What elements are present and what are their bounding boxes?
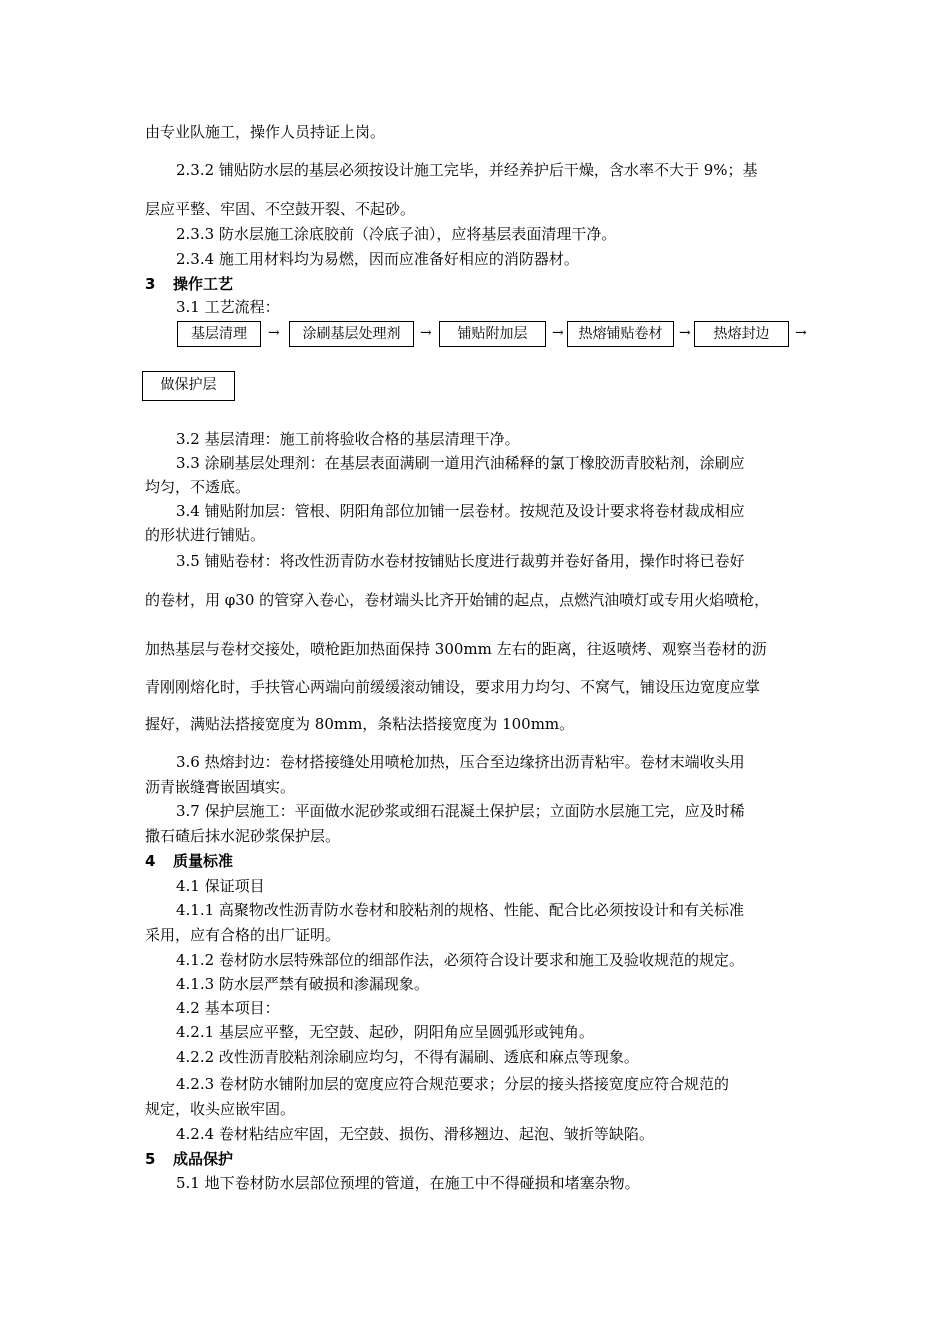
clause-2-3-3: 2.3.3 防水层施工涂底胶前（冷底子油），应将基层表面清理干净。 xyxy=(176,225,617,243)
section-title: 操作工艺 xyxy=(173,275,234,293)
flow-step-primer: 涂刷基层处理剂 xyxy=(289,321,414,347)
clause-4-1-3: 4.1.3 防水层严禁有破损和渗漏现象。 xyxy=(176,975,429,993)
clause-3-6: 3.6 热熔封边：卷材搭接缝处用喷枪加热，压合至边缘挤出沥青粘牢。卷材末端收头用 xyxy=(176,753,745,771)
clause-4-2-3: 4.2.3 卷材防水铺附加层的宽度应符合规范要求；分层的接头搭接宽度应符合规范的 xyxy=(176,1075,729,1093)
clause-4-2-1: 4.2.1 基层应平整，无空鼓、起砂，阴阳角应呈圆弧形或钝角。 xyxy=(176,1023,594,1041)
flow-arrow-icon: → xyxy=(420,325,432,341)
clause-3-5-cont: 握好，满贴法搭接宽度为 80mm，条粘法搭接宽度为 100mm。 xyxy=(145,715,575,733)
clause-3-2: 3.2 基层清理：施工前将验收合格的基层清理干净。 xyxy=(176,430,520,448)
clause-5-1: 5.1 地下卷材防水层部位预埋的管道，在施工中不得碰损和堵塞杂物。 xyxy=(176,1174,640,1192)
clause-3-5-cont: 加热基层与卷材交接处，喷枪距加热面保持 300mm 左右的距离，往返喷烤、观察当卷材的沥 xyxy=(145,640,767,658)
clause-4-2-2: 4.2.2 改性沥青胶粘剂涂刷应均匀，不得有漏刷、透底和麻点等现象。 xyxy=(176,1048,639,1066)
flow-arrow-icon: → xyxy=(679,325,691,341)
section-number: 5 xyxy=(145,1150,156,1168)
section-title: 质量标准 xyxy=(173,852,234,870)
paragraph-line: 由专业队施工，操作人员持证上岗。 xyxy=(145,123,386,141)
clause-3-5: 3.5 铺贴卷材：将改性沥青防水卷材按铺贴长度进行裁剪并卷好备用，操作时将已卷好 xyxy=(176,552,745,570)
section-heading-3 xyxy=(145,274,233,294)
flow-arrow-icon: → xyxy=(795,325,807,341)
clause-4-2-4: 4.2.4 卷材粘结应牢固，无空鼓、损伤、滑移翘边、起泡、皱折等缺陷。 xyxy=(176,1125,654,1143)
clause-3-6-cont: 沥青嵌缝膏嵌固填实。 xyxy=(145,778,296,796)
clause-3-5-cont: 青刚刚熔化时，手扶管心两端向前缓缓滚动铺设，要求用力均匀、不窝气，铺设压边宽度应掌 xyxy=(145,678,761,696)
clause-3-3: 3.3 涂刷基层处理剂：在基层表面满刷一道用汽油稀释的氯丁橡胶沥青胶粘剂，涂刷应 xyxy=(176,454,745,472)
clause-3-1: 3.1 工艺流程： xyxy=(176,298,280,316)
clause-2-3-2: 2.3.2 铺贴防水层的基层必须按设计施工完毕，并经养护后干燥，含水率不大于 9%；基 xyxy=(176,161,758,179)
flow-arrow-icon: → xyxy=(268,325,280,341)
clause-3-7-cont: 撒石碴后抹水泥砂浆保护层。 xyxy=(145,827,341,845)
section-heading-5 xyxy=(145,1149,233,1169)
flow-step-protective-layer: 做保护层 xyxy=(142,371,235,401)
section-number: 4 xyxy=(145,852,156,870)
flow-arrow-icon: → xyxy=(552,325,564,341)
flow-step-hot-melt-roll: 热熔铺贴卷材 xyxy=(567,321,674,347)
clause-3-5-cont: 的卷材，用 φ30 的管穿入卷心，卷材端头比齐开始铺的起点，点燃汽油喷灯或专用火焰喷枪， xyxy=(145,591,770,609)
clause-2-3-2-cont: 层应平整、牢固、不空鼓开裂、不起砂。 xyxy=(145,200,416,218)
clause-3-3-cont: 均匀，不透底。 xyxy=(145,478,251,496)
clause-4-1-1: 4.1.1 高聚物改性沥青防水卷材和胶粘剂的规格、性能、配合比必须按设计和有关标准 xyxy=(176,901,744,919)
clause-3-4-cont: 的形状进行铺贴。 xyxy=(145,526,266,544)
clause-4-1: 4.1 保证项目 xyxy=(176,877,265,895)
section-number: 3 xyxy=(145,275,156,293)
flow-step-base-cleaning: 基层清理 xyxy=(177,321,261,347)
clause-3-7: 3.7 保护层施工：平面做水泥砂浆或细石混凝土保护层；立面防水层施工完，应及时稀 xyxy=(176,802,745,820)
flow-step-hot-melt-seal: 热熔封边 xyxy=(694,321,789,347)
section-title: 成品保护 xyxy=(173,1150,234,1168)
flow-step-additional-layer: 铺贴附加层 xyxy=(439,321,546,347)
clause-2-3-4: 2.3.4 施工用材料均为易燃，因而应准备好相应的消防器材。 xyxy=(176,250,579,268)
clause-4-2: 4.2 基本项目： xyxy=(176,999,280,1017)
section-heading-4 xyxy=(145,851,233,871)
clause-4-1-2: 4.1.2 卷材防水层特殊部位的细部作法，必须符合设计要求和施工及验收规范的规定。 xyxy=(176,951,744,969)
clause-4-1-1-cont: 采用，应有合格的出厂证明。 xyxy=(145,926,341,944)
clause-4-2-3-cont: 规定，收头应嵌牢固。 xyxy=(145,1100,296,1118)
clause-3-4: 3.4 铺贴附加层：管根、阴阳角部位加铺一层卷材。按规范及设计要求将卷材裁成相应 xyxy=(176,502,745,520)
